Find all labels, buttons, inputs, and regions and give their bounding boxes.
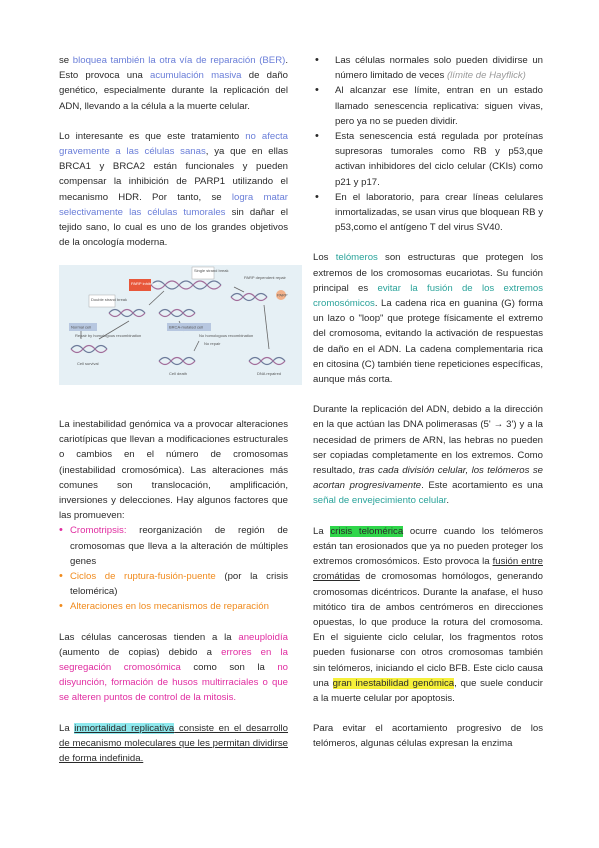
- parp-diagram: [59, 265, 302, 385]
- label-no-homologous: No homologous recombination: [199, 333, 254, 338]
- label-parp: PARP: [277, 292, 288, 298]
- list-item: [313, 53, 543, 83]
- text: Las células cancerosas tienden a la: [59, 631, 239, 643]
- label-no-repair: No repair: [204, 341, 221, 346]
- paragraph-selective-killing: [59, 129, 288, 251]
- highlighted-term: crisis telomérica: [330, 525, 404, 537]
- bullet-icon: •: [315, 54, 319, 66]
- highlighted-term: gran inestabilidad genómica: [332, 677, 455, 689]
- bullet-icon: •: [315, 190, 319, 203]
- bullet-note: (límite de Hayflick): [446, 70, 526, 82]
- factor-text: (por la crisis telomérica): [70, 571, 288, 598]
- senescence-list: [313, 53, 543, 235]
- highlight-text: señal de envejecimiento celular: [313, 495, 447, 507]
- label-single-strand: Single strand break: [194, 268, 229, 273]
- bullet-icon: •: [59, 600, 63, 613]
- label-brca-cell: BRCA-mutated cell: [169, 324, 204, 330]
- highlighted-term: inmortalidad replicativa: [74, 722, 175, 734]
- highlight-text: bloquea también la otra vía de reparación (BER): [72, 55, 286, 66]
- text: de cromosomas homólogos, generando cromosomas dicéntricos. Durante la anafase, el huso mitótico tira de ambos centrómeros en direcciones opuestas, lo que produce la rotura del cromosoma. En el siguiente ciclo celular, los fragmentos rotos pueden fusionarse con otros cromosomas también sin telómeros, iniciando el ciclo BFB. Este ciclo causa una: [313, 571, 543, 689]
- paragraph-telomeres: [313, 250, 543, 387]
- dna-strand-brca: [159, 358, 195, 365]
- text: . Este acortamiento es una: [421, 480, 544, 492]
- italic-text: tras cada división celular, los telómeros se acortan progresivamente: [313, 465, 543, 492]
- dna-strand-normal: [71, 346, 107, 353]
- text: de daño genético, especialmente durante la replicación del ADN, llevando a la célula a la muerte celular.: [59, 70, 288, 112]
- factor-term: Cromotripsis:: [70, 525, 127, 537]
- bullet-text: Al alcanzar ese límite, entran en un estado llamado senescencia replicativa: siguen vivas, pero ya no se pueden dividir.: [335, 85, 543, 127]
- bullet-text: Esta senescencia está regulada por proteínas supresoras tumorales como RB y p53,que activan inhibidores del ciclo celular (CKIs) como p21 y p17.: [335, 131, 543, 188]
- text: . La cadena rica en guanina (G) forma un lazo o "loop" que protege físicamente el extremo del cromosoma, evitando la activación de respuestas de daño en el ADN. La cadena complementaria rica en citosina (C) también tiene repeticiones específicas, aunque más corta.: [313, 298, 543, 386]
- text: consiste en el desarrollo de mecanismo moleculares que les permitan dividirse de forma indefinida.: [59, 722, 289, 765]
- highlight-text: no afecta gravemente a las células sanas: [59, 130, 288, 158]
- text: ocurre cuando los telómeros están tan erosionados que ya no pueden proteger los extremos cromosómicos. Esto provoca la: [313, 525, 543, 568]
- bullet-text: En el laboratorio, para crear líneas celulares inmortalizadas, se usan virus que bloquean RB y p53,como el antígeno T del virus SV40.: [335, 191, 543, 234]
- text: como son la: [180, 662, 278, 674]
- paragraph-aneuploidy: [59, 630, 288, 706]
- text: son estructuras que protegen los extremos de los cromosomas eucariotas. Su función principal es: [313, 252, 543, 294]
- highlight-text: errores en la segregación cromosómica: [59, 646, 288, 674]
- factor-text: reorganización de región de cromosomas que lleva a la alteración de múltiples genes: [70, 525, 288, 567]
- text: sin dañar el tejido sano, lo cual es uno de los grandes objetivos de la oncología moderna.: [59, 206, 288, 249]
- label-cell-survival: Cell survival: [77, 361, 99, 366]
- highlight-text: evitar la fusión de los extremos cromosómicos: [313, 282, 543, 310]
- bullet-text: Las células normales solo pueden dividirse un número limitado de veces: [335, 55, 543, 82]
- bullet-icon: •: [59, 570, 63, 583]
- text: (aumento de copias) debido a: [59, 646, 222, 658]
- factor-term: Ciclos de ruptura-fusión-puente: [70, 571, 216, 583]
- list-item: [59, 599, 288, 614]
- paragraph-genomic-instability: La inestabilidad genómica va a provocar alteraciones cariotípicas que llevan a modificaciones estructurales o cambios en el número de cromosomas (inestabilidad cromosómica). Las alteraciones más comunes son translocación, amplificación, inversiones y delecciones. Hay algunos factores que las promueven:: [59, 419, 288, 522]
- highlight-text: logra matar selectivamente las células tumorales: [59, 191, 288, 218]
- list-item: [59, 523, 288, 569]
- text: se: [59, 55, 73, 66]
- label-dna-repaired: DNA repaired: [257, 371, 282, 376]
- list-item: [313, 83, 543, 129]
- paragraph-replication: [313, 402, 543, 508]
- highlight-text: no disyunción, formación de husos multirraciales o que se alteren puntos de control de la mitosis.: [59, 662, 288, 704]
- text: .: [446, 495, 450, 507]
- right-column: [313, 53, 543, 752]
- list-item: [59, 569, 288, 599]
- left-column-bottom: [59, 417, 288, 766]
- paragraph-telomeric-crisis: [313, 524, 543, 706]
- label-double-strand: Double strand break: [91, 297, 128, 302]
- paragraph-telomerase: Para evitar el acortamiento progresivo de los telómeros, algunas células expresan la enzima: [313, 723, 543, 750]
- text: , ya que en ellas BRCA1 y BRCA2 están funcionales y pueden compensar la inhibición de PARP1 utilizando el mecanismo HDR. Por tanto, se: [59, 146, 289, 203]
- text: , que suele conducir a la muerte celular por apoptosis.: [313, 677, 543, 704]
- bullet-icon: •: [315, 130, 319, 143]
- paragraph-immortality: [59, 721, 288, 767]
- label-parp-inhibitors: PARP inhibitors: [131, 281, 159, 286]
- list-item: [313, 129, 543, 190]
- text: Durante la replicación del ADN, debido a la dirección en la que actúan las DNA polimerasas (5' → 3') y a la necesidad de primers de ARN, las hebras no pueden ser copiadas completamente en los extremos. Como resultado,: [313, 404, 543, 477]
- bullet-icon: •: [315, 84, 319, 97]
- factors-list: [59, 523, 288, 614]
- list-item: [313, 190, 543, 236]
- label-repair-homologous: Repair by homologous recombination: [75, 333, 142, 338]
- dna-strand-break-right: [159, 310, 195, 317]
- highlight-text: acumulación masiva: [150, 70, 242, 82]
- left-column-top: [59, 53, 288, 250]
- text: Los: [313, 252, 336, 264]
- underlined-text: fusión entre cromátidas: [313, 556, 543, 583]
- paragraph-ber: [59, 53, 288, 114]
- text: . Esto provoca una: [59, 55, 288, 82]
- factor-term: Alteraciones en los mecanismos de reparación: [70, 601, 269, 613]
- highlight-text: telómeros: [335, 252, 378, 264]
- text: Lo interesante es que este tratamiento: [59, 130, 246, 142]
- parp-inhibitor-figure: [59, 265, 302, 385]
- dna-strand-repaired: [249, 358, 285, 365]
- highlight-text: aneuploidía: [238, 631, 288, 643]
- dna-strand-repair: [231, 294, 267, 301]
- label-parp-dependent: PARP dependent repair: [244, 275, 286, 280]
- text: La: [59, 722, 75, 734]
- dna-strand-break-left: [109, 310, 145, 317]
- label-normal-cell: Normal cell: [71, 324, 92, 330]
- text: La: [313, 525, 331, 537]
- label-cell-death: Cell death: [169, 371, 188, 376]
- bullet-icon: •: [59, 524, 63, 537]
